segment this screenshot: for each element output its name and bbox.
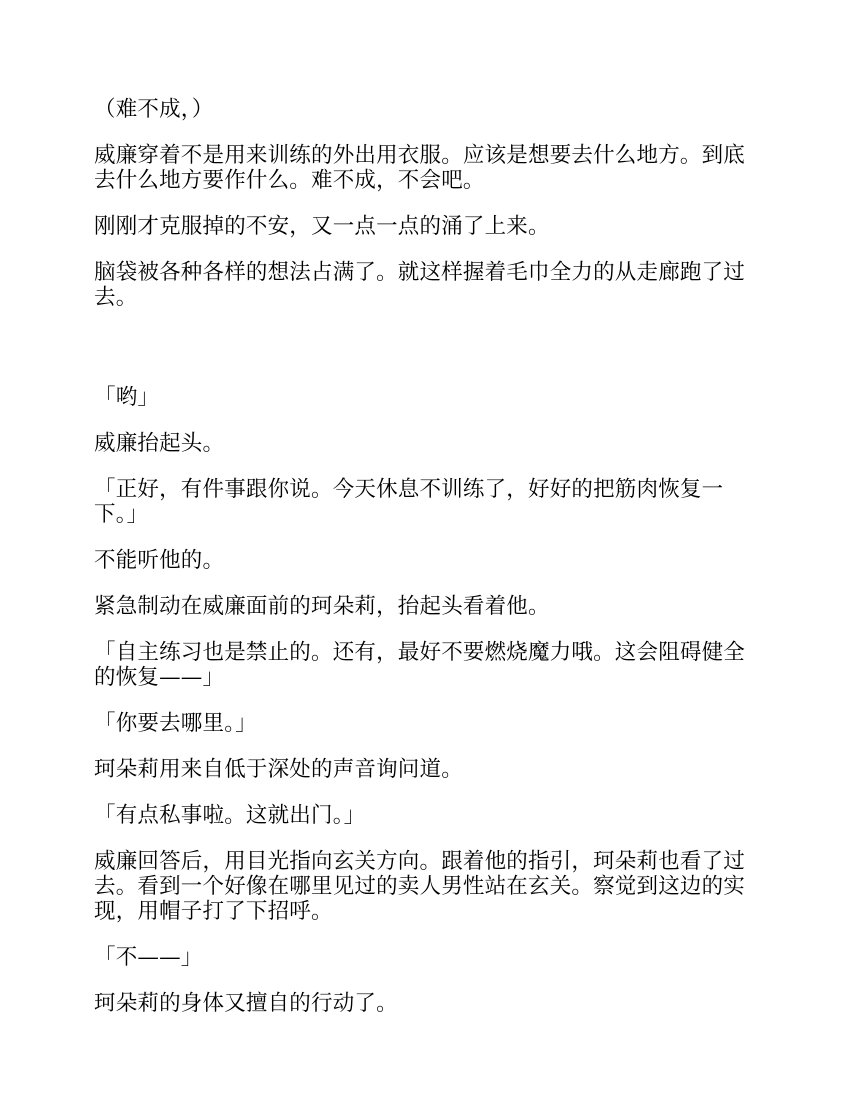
dialogue-line: 「自主练习也是禁止的。还有，最好不要燃烧魔力哦。这会阻碍健全的恢复——」 (94, 640, 746, 690)
paragraph: 威廉回答后，用目光指向玄关方向。跟着他的指引，珂朵莉也看了过去。看到一个好像在哪里见过的卖人男性站在玄关。察觉到这边的实现，用帽子打了下招呼。 (94, 849, 746, 924)
dialogue-line: 「有点私事啦。这就出门。」 (94, 803, 366, 828)
paragraph: 刚刚才克服掉的不安，又一点一点的涌了上来。 (94, 214, 550, 239)
paragraph: 紧急制动在威廉面前的珂朵莉，抬起头看着他。 (94, 594, 550, 619)
paragraph: 珂朵莉的身体又擅自的行动了。 (94, 991, 398, 1016)
document-page (94, 97, 762, 1037)
dialogue-line: 「正好，有件事跟你说。今天休息不训练了，好好的把筋肉恢复一下。」 (94, 477, 724, 527)
paragraph: 不能听他的。 (94, 548, 225, 573)
paragraph: （难不成，） (94, 97, 214, 122)
paragraph: 珂朵莉用来自低于深处的声音询问道。 (94, 757, 463, 782)
dialogue-line: 「你要去哪里。」 (94, 711, 257, 736)
section-break (94, 331, 762, 385)
paragraph: 脑袋被各种各样的想法占满了。就这样握着毛巾全力的从走廊跑了过去。 (94, 260, 746, 310)
paragraph: 威廉穿着不是用来训练的外出用衣服。应该是想要去什么地方。到底去什么地方要作什么。难不成，不会吧。 (94, 143, 746, 193)
dialogue-line: 「哟」 (94, 385, 160, 410)
paragraph: 威廉抬起头。 (94, 431, 225, 456)
dialogue-line: 「不——」 (94, 945, 203, 970)
